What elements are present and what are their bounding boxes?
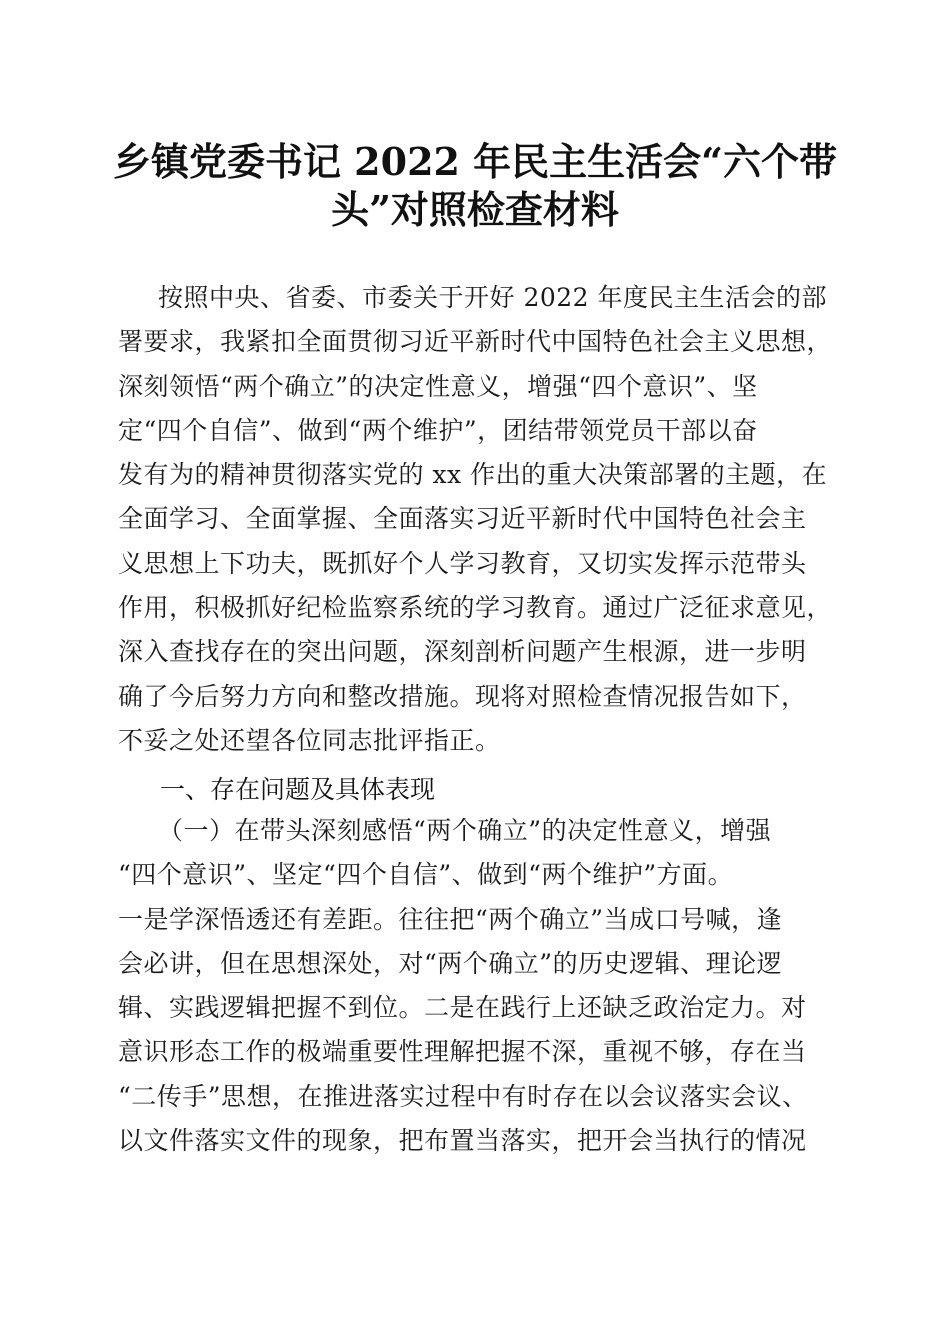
text-line: 署要求，我紧扣全面贯彻习近平新时代中国特色社会主义思想， <box>118 327 833 357</box>
text-line: 定“四个自信”、做到“两个维护”，团结带领党员干部以奋 <box>118 415 758 445</box>
section-paragraph <box>118 809 838 1163</box>
text-line: 作用，积极抓好纪检监察系统的学习教育。通过广泛征求意见， <box>118 593 833 623</box>
document-title-line-1: 乡镇党委书记 2022 年民主生活会“六个带 <box>112 139 838 184</box>
intro-paragraph <box>118 276 838 763</box>
text-line: 会必讲，但在思想深处，对“两个确立”的历史逻辑、理论逻 <box>118 948 783 978</box>
text-line: 以文件落实文件的现象，把布置当落实，把开会当执行的情况 <box>118 1126 807 1156</box>
text-line: 辑、实践逻辑把握不到位。二是在践行上还缺乏政治定力。对 <box>118 993 807 1023</box>
text-line: 发有为的精神贯彻落实党的 xx 作出的重大决策部署的主题，在 <box>118 460 828 490</box>
text-line: 深刻领悟“两个确立”的决定性意义，增强“四个意识”、坚 <box>118 371 758 401</box>
section-heading: 一、存在问题及具体表现 <box>160 775 436 804</box>
text-line: 全面学习、全面掌握、全面落实习近平新时代中国特色社会主 <box>118 504 807 534</box>
text-line: 意识形态工作的极端重要性理解把握不深，重视不够，存在当 <box>118 1037 807 1067</box>
text-line: 不妥之处还望各位同志批评指正。 <box>118 725 501 755</box>
text-line: “二传手”思想，在推进落实过程中有时存在以会议落实会议、 <box>118 1081 808 1111</box>
text-line: （一）在带头深刻感悟“两个确立”的决定性意义，增强 <box>158 816 772 845</box>
text-line: 深入查找存在的突出问题，深刻剖析问题产生根源，进一步明 <box>118 637 807 667</box>
text-line: 按照中央、省委、市委关于开好 2022 年度民主生活会的部 <box>158 283 828 312</box>
text-line: 确了今后努力方向和整改措施。现将对照检查情况报告如下， <box>118 681 807 711</box>
document-title-line-2: 头”对照检查材料 <box>331 187 619 232</box>
text-line: 义思想上下功夫，既抓好个人学习教育，又切实发挥示范带头 <box>118 548 807 578</box>
text-line: 一是学深悟透还有差距。往往把“两个确立”当成口号喊，逢 <box>118 904 783 934</box>
text-line: “四个意识”、坚定“四个自信”、做到“两个维护”方面。 <box>118 860 734 890</box>
